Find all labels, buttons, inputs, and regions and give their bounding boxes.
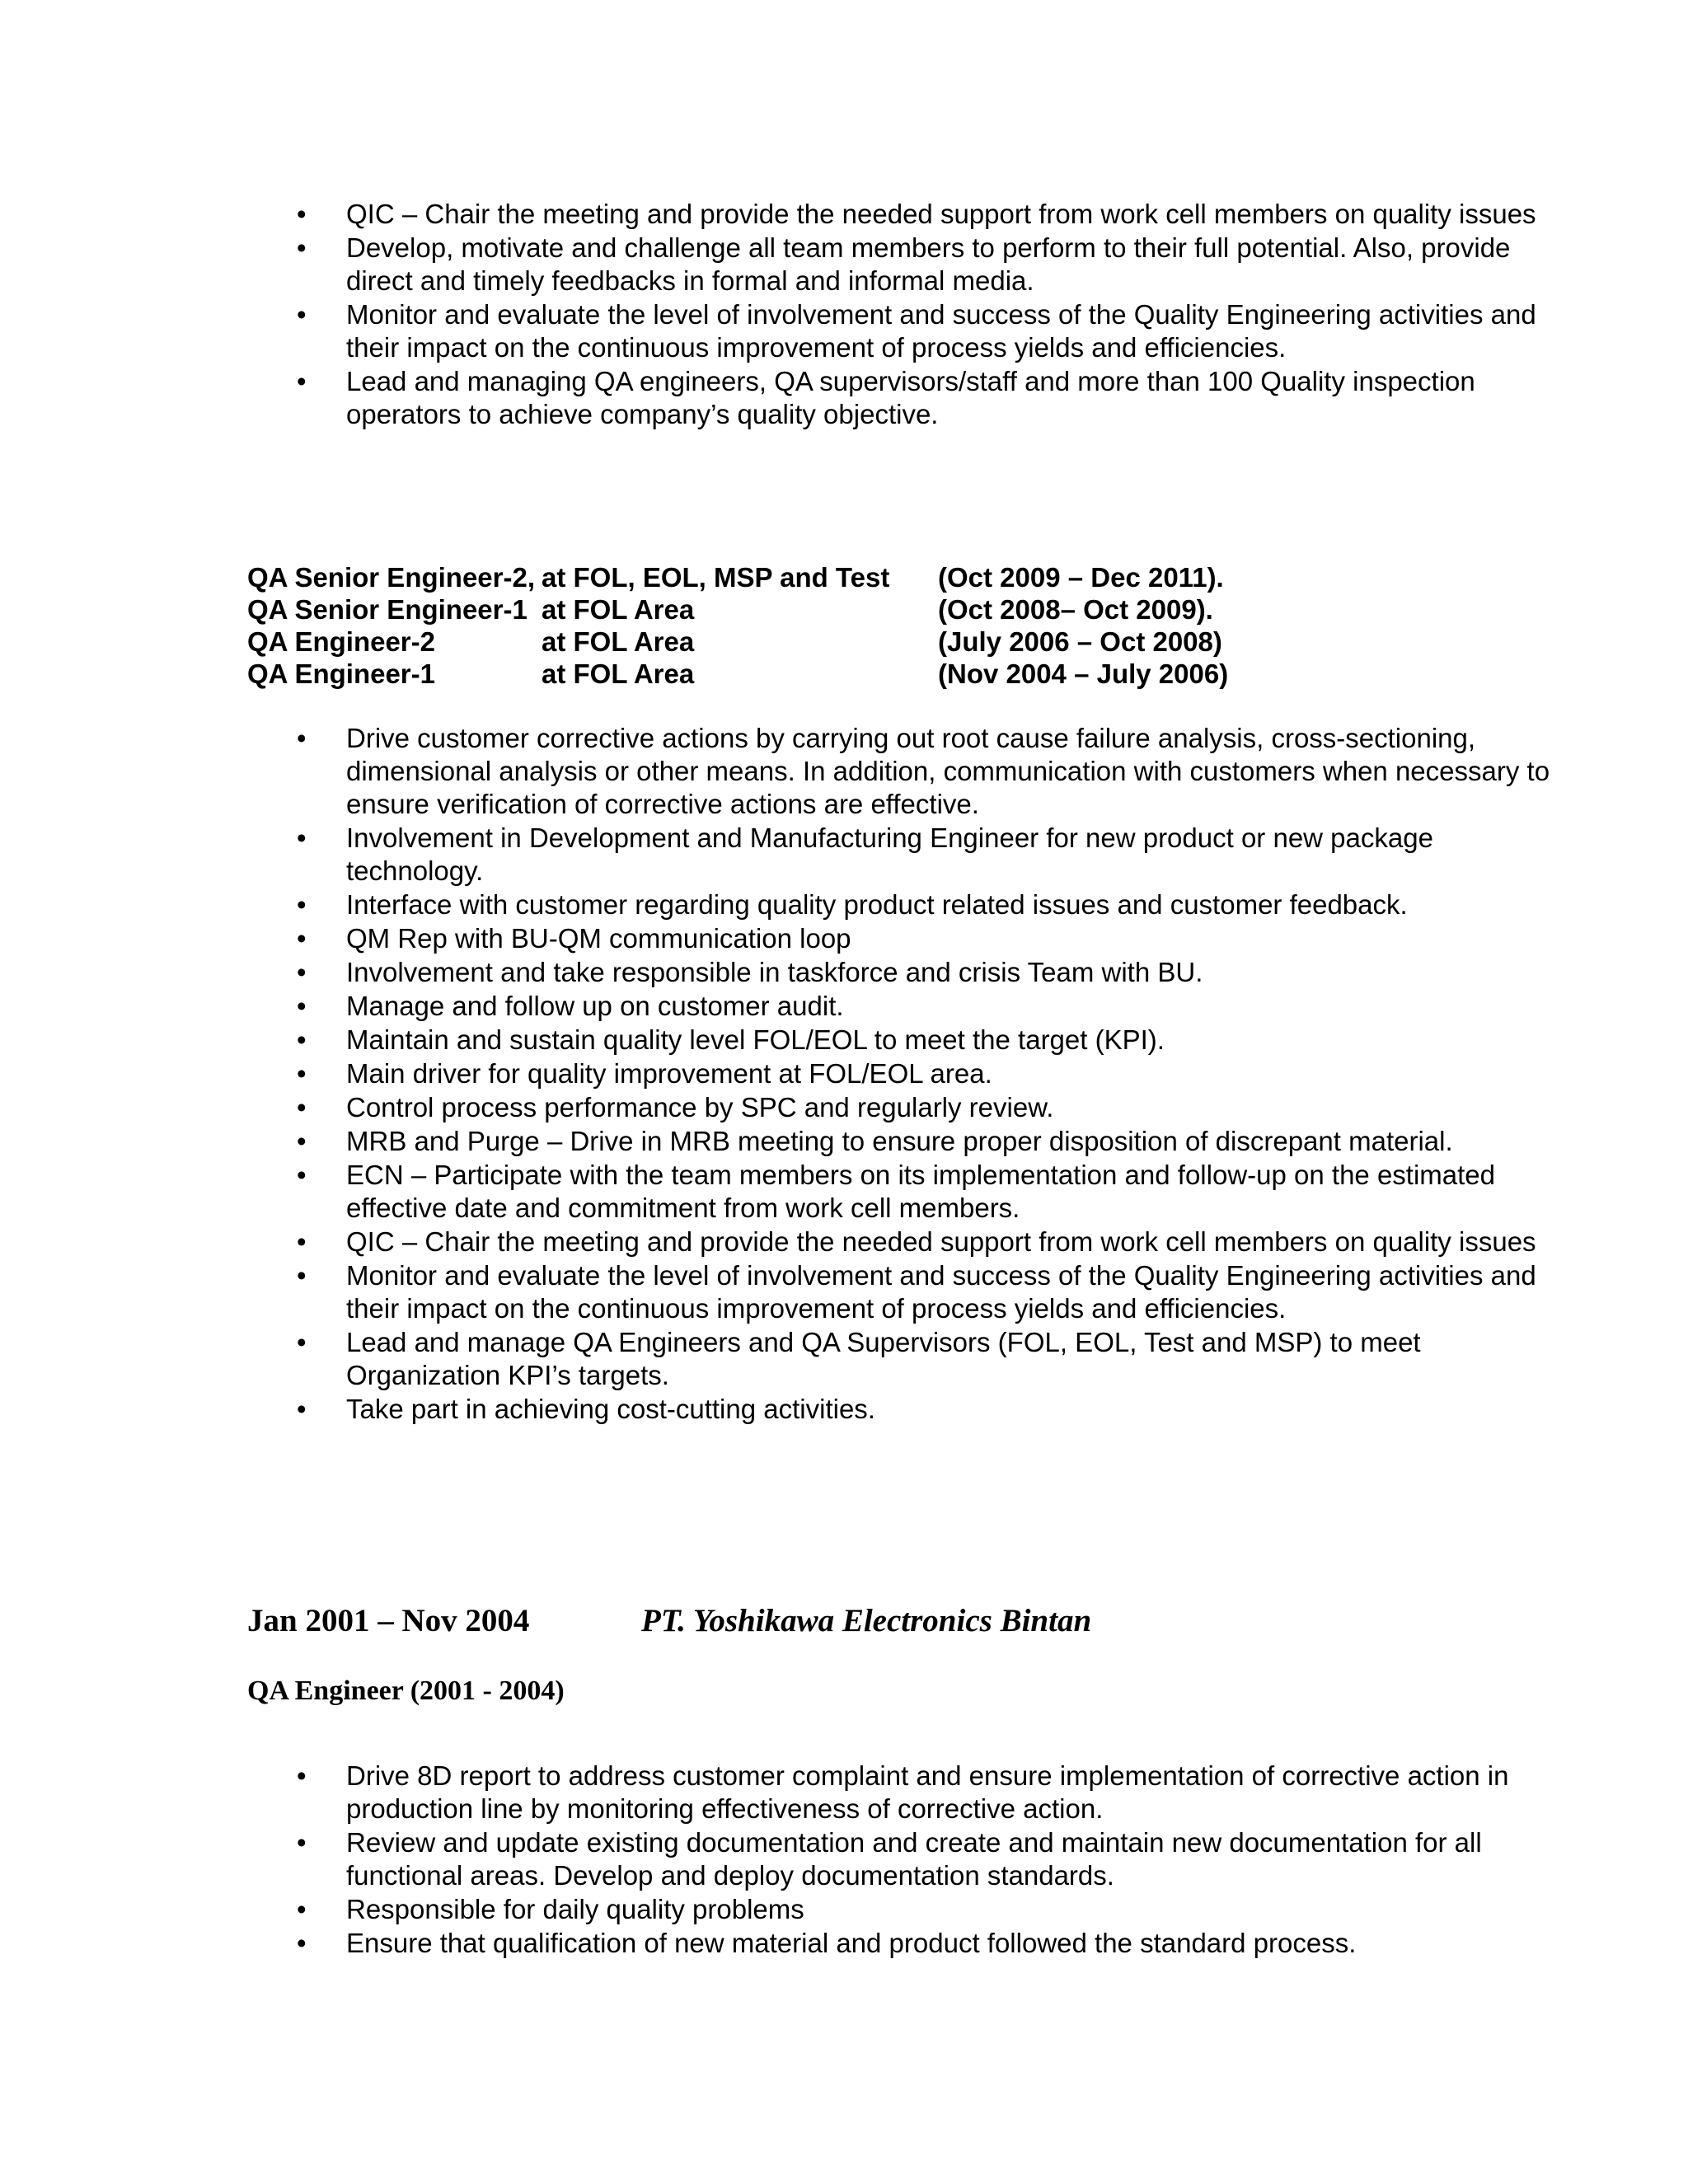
list-item: • Control process performance by SPC and regularly review. <box>346 1091 1566 1124</box>
role-area: at FOL Area <box>542 594 695 625</box>
role-period: (Oct 2008– Oct 2009). <box>938 594 1213 625</box>
role-row <box>247 658 1319 690</box>
list-item: • Ensure that qualification of new material and product followed the standard process. <box>346 1927 1566 1960</box>
role-period: (Oct 2009 – Dec 2011). <box>938 562 1224 593</box>
list-item: • Manage and follow up on customer audit. <box>346 990 1566 1023</box>
list-item: • QIC – Chair the meeting and provide the needed support from work cell members on quality issues <box>346 1226 1566 1258</box>
list-item: • Interface with customer regarding quality product related issues and customer feedback. <box>346 888 1566 921</box>
list-item: • Monitor and evaluate the level of involvement and success of the Quality Engineering activities and their impact on the continuous improvement of process yields and efficiencies. <box>346 1259 1566 1325</box>
list-item: • QM Rep with BU-QM communication loop <box>346 922 1566 955</box>
role-title: QA Engineer-2 <box>247 626 435 657</box>
list-item: • Involvement and take responsible in taskforce and crisis Team with BU. <box>346 956 1566 989</box>
role-period: (July 2006 – Oct 2008) <box>938 626 1222 657</box>
list-item: • Take part in achieving cost-cutting activities. <box>346 1393 1566 1426</box>
role-title: QA Senior Engineer-2, <box>247 562 536 593</box>
list-item: • Review and update existing documentation and create and maintain new documentation for all functional areas. Develop and deploy documentation standards. <box>346 1826 1566 1892</box>
list-item: • MRB and Purge – Drive in MRB meeting to ensure proper disposition of discrepant material. <box>346 1125 1566 1158</box>
responsibilities-list-yoshikawa <box>247 1760 1566 1960</box>
list-item: • Drive customer corrective actions by carrying out root cause failure analysis, cross-sectioning, dimensional analysis or other means. In addition, communication with customers when necessary to ensure verification of corrective actions are effective. <box>346 722 1566 821</box>
list-item: • ECN – Participate with the team members on its implementation and follow-up on the estimated effective date and commitment from work cell members. <box>346 1159 1566 1225</box>
role-row <box>247 561 1319 593</box>
role-title: QA Engineer-1 <box>247 658 435 689</box>
list-item: • Involvement in Development and Manufacturing Engineer for new product or new package technology. <box>346 822 1566 888</box>
list-item: • Drive 8D report to address customer complaint and ensure implementation of corrective action in production line by monitoring effectiveness of corrective action. <box>346 1760 1566 1825</box>
list-item: • Maintain and sustain quality level FOL/EOL to meet the target (KPI). <box>346 1024 1566 1057</box>
role-history <box>247 561 1319 690</box>
job-period: Jan 2001 – Nov 2004 <box>247 1603 530 1638</box>
company-name: PT. Yoshikawa Electronics Bintan <box>641 1603 1092 1638</box>
role-title: QA Senior Engineer-1 <box>247 594 528 625</box>
list-item: • Lead and manage QA Engineers and QA Supervisors (FOL, EOL, Test and MSP) to meet Organization KPI’s targets. <box>346 1326 1566 1392</box>
job-heading <box>247 1602 1092 1640</box>
job-title: QA Engineer (2001 - 2004) <box>247 1675 565 1706</box>
list-item: • Main driver for quality improvement at FOL/EOL area. <box>346 1057 1566 1090</box>
list-item: • Lead and managing QA engineers, QA supervisors/staff and more than 100 Quality inspection operators to achieve company’s quality objective. <box>346 365 1566 431</box>
role-row <box>247 593 1319 626</box>
responsibilities-list-senior <box>247 722 1566 1426</box>
role-area: at FOL Area <box>542 658 695 689</box>
list-item: • Develop, motivate and challenge all team members to perform to their full potential. Also, provide direct and timely feedbacks in formal and informal media. <box>346 232 1566 298</box>
role-area: at FOL Area <box>542 626 695 657</box>
list-item: • QIC – Chair the meeting and provide the needed support from work cell members on quality issues <box>346 198 1566 231</box>
list-item: • Responsible for daily quality problems <box>346 1893 1566 1926</box>
role-row <box>247 626 1319 658</box>
list-item: • Monitor and evaluate the level of involvement and success of the Quality Engineering activities and their impact on the continuous improvement of process yields and efficiencies. <box>346 298 1566 364</box>
role-area: at FOL, EOL, MSP and Test <box>542 562 890 593</box>
responsibilities-list-top <box>247 198 1566 431</box>
role-period: (Nov 2004 – July 2006) <box>938 658 1229 689</box>
